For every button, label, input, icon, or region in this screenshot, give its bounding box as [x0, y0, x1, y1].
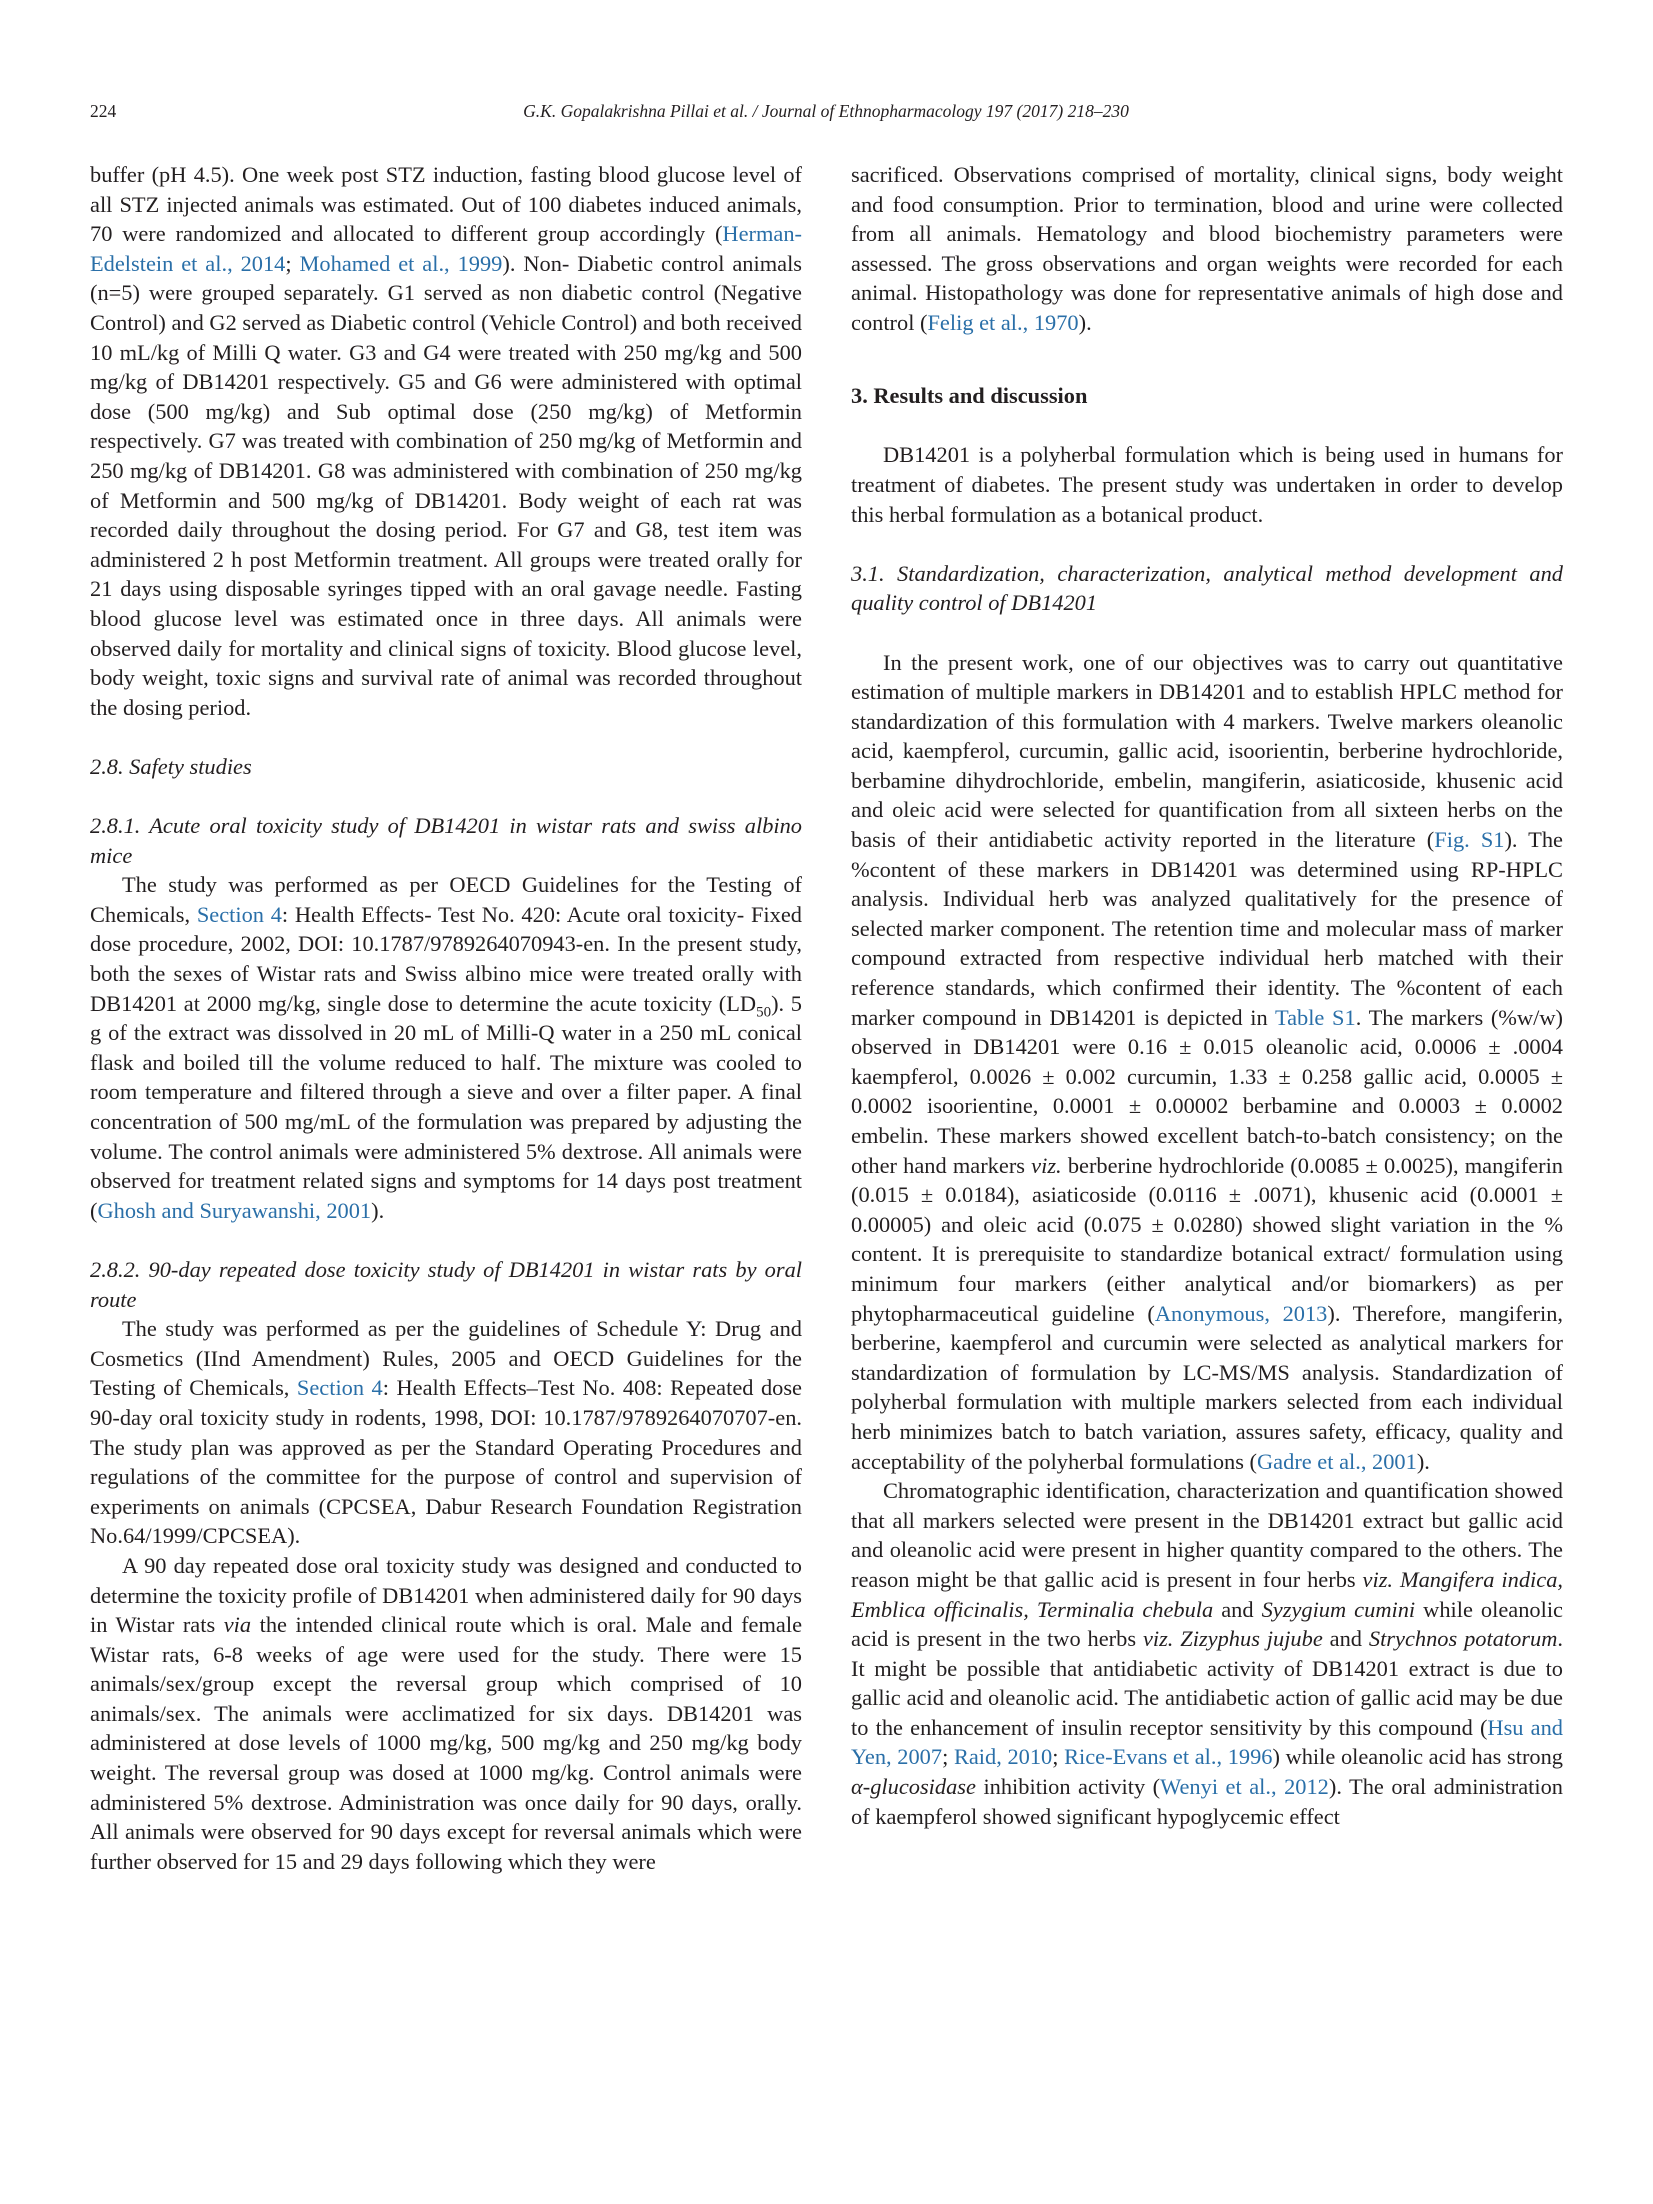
- citation-link[interactable]: Felig et al., 1970: [927, 309, 1079, 335]
- citation-link[interactable]: Hsu and Yen, 2007: [851, 1714, 1563, 1770]
- left-column: [90, 160, 802, 1876]
- paragraph: A 90 day repeated dose oral toxicity study was designed and conducted to determine the toxicity profile of DB14201 when administered daily for 90 days in Wistar rats via the intended clinical route which is oral. Male and female Wistar rats, 6-8 weeks of age were used for the study. There were 15 animals/sex/group except the reversal group which comprised of 10 animals/sex. The animals were acclimatized for six days. DB14201 was administered at dose levels of 1000 mg/kg, 500 mg/kg and 250 mg/kg body weight. The reversal group was dosed at 1000 mg/kg. Control animals were administered 5% dextrose. Administration was once daily for 90 days, orally. All animals were observed for 90 days except for reversal animals which were further observed for 15 and 29 days following which they were: [90, 1552, 803, 1874]
- section-heading-3: 3. Results and discussion: [851, 383, 1088, 409]
- italic-text: viz.: [1031, 1152, 1062, 1178]
- right-column: [851, 160, 1563, 1831]
- section-heading-2-8-1: 2.8.1. Acute oral toxicity study of DB14201 in wistar rats and swiss albino mice: [90, 813, 802, 868]
- citation-link[interactable]: Table S1: [1274, 1004, 1356, 1030]
- section-heading-2-8: 2.8. Safety studies: [90, 753, 252, 779]
- section-heading-2-8-2: 2.8.2. 90-day repeated dose toxicity study of DB14201 in wistar rats by oral route: [90, 1256, 802, 1312]
- paragraph: Chromatographic identification, characterization and quantification showed that all markers selected were present in the DB14201 extract but gallic acid and oleanolic acid were present in higher quantity compared to the others. The reason might be that gallic acid is present in four herbs viz. Mangifera indica, Emblica officinalis, Terminalia chebula and Syzygium cumini while oleanolic acid is present in the two herbs viz. Zizyphus jujube and Strychnos potatorum. It might be possible that antidiabetic activity of DB14201 extract is due to gallic acid and oleanolic acid. The antidiabetic action of gallic acid may be due to the enhancement of insulin receptor sensitivity by this compound (Hsu and Yen, 2007; Raid, 2010; Rice-Evans et al., 1996) while oleanolic acid has strong α-glucosidase inhibition activity (Wenyi et al., 2012). The oral administration of kaempferol showed significant hypoglycemic effect: [851, 1478, 1564, 1829]
- citation-link[interactable]: Rice-Evans et al., 1996: [1064, 1744, 1273, 1770]
- italic-text: α-glucosidase: [851, 1774, 976, 1800]
- paragraph: In the present work, one of our objectives was to carry out quantitative estimation of multiple markers in DB14201 and to establish HPLC method for standardization of this formulation with 4 markers. Twelve markers oleanolic acid, kaempferol, curcumin, gallic acid, isoorientin, berberine hydrochloride, berbamine dihydrochloride, embelin, mangiferin, asiaticoside, khusenic acid and oleic acid were selected for quantification from all sixteen herbs on the basis of their antidiabetic activity reported in the literature (Fig. S1). The %content of these markers in DB14201 was determined using RP-HPLC analysis. Individual herb was analyzed qualitatively for the presence of selected marker component. The retention time and molecular mass of marker compound extracted from respective individual herb matched with their reference standards, which confirmed their identity. The %content of each marker compound in DB14201 is depicted in Table S1. The markers (%w/w) observed in DB14201 were 0.16 ± 0.015 oleanolic acid, 0.0006 ± .0004 kaempferol, 0.0026 ± 0.002 curcumin, 1.33 ± 0.258 gallic acid, 0.0005 ± 0.0002 isoorientine, 0.0001 ± 0.00002 berbamine and 0.0003 ± 0.0002 embelin. These markers showed excellent batch-to-batch consistency; on the other hand markers viz. berberine hydrochloride (0.0085 ± 0.0025), mangiferin (0.015 ± 0.0184), asiaticoside (0.0116 ± .0071), khusenic acid (0.0001 ± 0.00005) and oleic acid (0.075 ± 0.0280) showed slight variation in the % content. It is prerequisite to standardize botanical extract/ formulation using minimum four markers (either analytical and/or biomarkers) as per phytopharmaceutical guideline (Anonymous, 2013). Therefore, mangiferin, berberine, kaempferol and curcumin were selected as analytical markers for standardization of formulation by LC-MS/MS analysis. Standardization of polyherbal formulation with multiple markers selected from each individual herb minimizes batch to batch variation, assures safety, efficacy, quality and acceptability of the polyherbal formulations (Gadre et al., 2001).: [851, 649, 1564, 1474]
- citation-link[interactable]: Ghosh and Suryawanshi, 2001: [97, 1197, 372, 1223]
- italic-text: Strychnos potatorum: [1368, 1626, 1558, 1652]
- page-number: 224: [90, 101, 117, 121]
- paragraph: The study was performed as per the guidelines of Schedule Y: Drug and Cosmetics (IInd Amendment) Rules, 2005 and OECD Guidelines for the Testing of Chemicals, Section 4: Health Effects–Test No. 408: Repeated dose 90-day oral toxicity study in rodents, 1998, DOI: 10.1787/9789264070707-en. The study plan was approved as per the Standard Operating Procedures and regulations of the committee for the purpose of control and supervision of experiments on animals (CPCSEA, Dabur Research Foundation Registration No.64/1999/CPCSEA).: [90, 1316, 802, 1549]
- citation-link[interactable]: Wenyi et al., 2012: [1160, 1774, 1329, 1800]
- italic-text: viz. Mangifera indica, Emblica officinalis, Terminalia chebula: [851, 1566, 1563, 1622]
- citation-link[interactable]: Gadre et al., 2001: [1257, 1448, 1417, 1474]
- paragraph: The study was performed as per OECD Guidelines for the Testing of Chemicals, Section 4: Health Effects- Test No. 420: Acute oral toxicity- Fixed dose procedure, 2002, DOI: 10.1787/9789264070943-en. In the present study, both the sexes of Wistar rats and Swiss albino mice were treated orally with DB14201 at 2000 mg/kg, single dose to determine the acute toxicity $(LD_{50})$. 5 g of the extract was dissolved in 20 mL of Milli-Q water in a 250 mL conical flask and boiled till the volume reduced to half. The mixture was cooled to room temperature and filtered through a sieve and over a filter paper. A final concentration of 500 mg/mL of the formulation was prepared by adjusting the volume. The control animals were administered 5% dextrose. All animals were observed for treatment related signs and symptoms for 14 days post treatment (Ghosh and Suryawanshi, 2001).: [90, 872, 802, 1223]
- section-heading-3-1: 3.1. Standardization, characterization, analytical method development and quality control of DB14201: [851, 560, 1563, 616]
- citation-link[interactable]: Section 4: [296, 1375, 383, 1401]
- subscript: 50: [756, 1004, 772, 1021]
- citation-link[interactable]: Anonymous, 2013: [1154, 1300, 1328, 1326]
- italic-text: via: [223, 1612, 252, 1638]
- paragraph: buffer (pH 4.5). One week post STZ induction, fasting blood glucose level of all STZ injected animals was estimated. Out of 100 diabetes induced animals, 70 were randomized and allocated to different group accordingly (Herman-Edelstein et al., 2014; Mohamed et al., 1999). Non- Diabetic control animals (n=5) were grouped separately. G1 served as non diabetic control (Negative Control) and G2 served as Diabetic control (Vehicle Control) and both received 10 mL/kg of Milli Q water. G3 and G4 were treated with 250 mg/kg and 500 mg/kg of DB14201 respectively. G5 and G6 were administered with optimal dose (500 mg/kg) and Sub optimal dose (250 mg/kg) of Metformin respectively. G7 was treated with combination of 250 mg/kg of Metformin and 250 mg/kg of DB14201. G8 was administered with combination of 250 mg/kg of Metformin and 500 mg/kg of DB14201. Body weight of each rat was recorded daily throughout the dosing period. For G7 and G8, test item was administered 2 h post Metformin treatment. All groups were treated orally for 21 days using disposable syringes tipped with an oral gavage needle. Fasting blood glucose level was estimated once in three days. All animals were observed daily for mortality and clinical signs of toxicity. Blood glucose level, body weight, toxic signs and survival rate of animal was recorded throughout the dosing period.: [90, 162, 802, 720]
- paragraph: DB14201 is a polyherbal formulation which is being used in humans for treatment of diabetes. The present study was undertaken in order to develop this herbal formulation as a botanical product.: [851, 442, 1563, 527]
- italic-text: Syzygium cumini: [1261, 1596, 1416, 1622]
- citation-link[interactable]: Section 4: [196, 901, 282, 927]
- citation-link[interactable]: Raid, 2010: [953, 1744, 1053, 1770]
- citation-link[interactable]: Mohamed et al., 1999: [299, 250, 503, 276]
- running-head: G.K. Gopalakrishna Pillai et al. / Journal of Ethnopharmacology 197 (2017) 218–230: [523, 101, 1129, 121]
- citation-link[interactable]: Herman-Edelstein et al., 2014: [90, 221, 802, 276]
- page-header: [90, 101, 1562, 131]
- italic-text: viz. Zizyphus jujube: [1142, 1626, 1323, 1652]
- paragraph: sacrificed. Observations comprised of mortality, clinical signs, body weight and food consumption. Prior to termination, blood and urine were collected from all animals. Hematology and blood biochemistry parameters were assessed. The gross observations and organ weights were recorded for each animal. Histopathology was done for representative animals of high dose and control (Felig et al., 1970).: [851, 162, 1563, 335]
- citation-link[interactable]: Fig. S1: [1434, 827, 1505, 853]
